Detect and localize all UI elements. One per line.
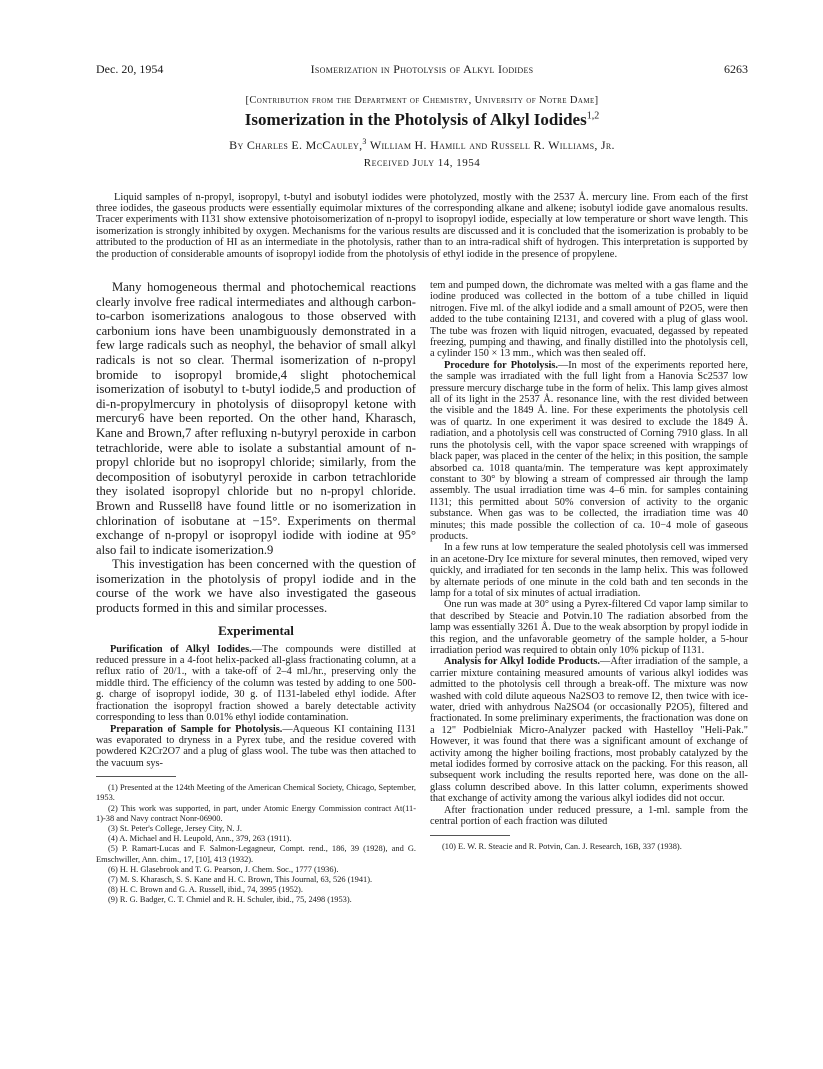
- article-title: [96, 110, 748, 130]
- footnote: (3) St. Peter's College, Jersey City, N. J.: [108, 823, 243, 833]
- author-footnote-marker: 3: [362, 137, 367, 146]
- contribution-line: [Contribution from the Department of Chemistry, University of Notre Dame]: [245, 95, 599, 106]
- footnote: (9) R. G. Badger, C. T. Chmiel and R. H. Schuler, ibid., 75, 2498 (1953).: [108, 895, 352, 905]
- analysis-text: —After irradiation of the sample, a carrier mixture containing measured amounts of various alkyl iodides was admitted to the photolysis cell through a break-off. The mixture was now washed with cold dilute aqueous Na2SO3 to remove I2, then twice with ice-water, dried with anhydrous Na2SO4 (or occasionally P2O5), filtered and fractionated. In some preliminary experiments, the fractionation was done on a 12" Podbielniak Micro-Analyzer packed with Hastelloy "Heli-Pak." However, it was found that there was a significant amount of exchange of activity among the higher boiling fractions, most probably catalyzed by the metal iodides formed by corrosive attack on the packing. For this reason, all subsequent work including the results reported here, was done on the all-glass column described above. In this latter column, experiments showed that exchange of activity among the various alkyl iodides did not occur.: [430, 656, 748, 805]
- title-footnote-marker: 1,2: [586, 110, 600, 122]
- procedure-paragraph: [430, 360, 748, 543]
- footnote: (10) E. W. R. Steacie and R. Potvin, Can. J. Research, 16B, 337 (1938).: [442, 841, 682, 851]
- cd-lamp-paragraph: One run was made at 30° using a Pyrex-filtered Cd vapor lamp similar to that described by Steacie and Potvin.10 The radiation absorbed from the lamp was essentially 3261 Å. Due to the weak absorption by propyl iodide in this region, and the unfavorable geometry of the sample holder, a 5-hour irradiation period was required to obtain only 10% pickup of I131.: [430, 599, 749, 656]
- footnotes: [96, 783, 416, 905]
- page-number: 6263: [724, 62, 748, 76]
- intro-paragraph: Many homogeneous thermal and photochemical reactions clearly involve free radical intermediates and although carbon-to-carbon isomerizations analogous to those observed with carbonium ions have been unambiguously demonstrated in a few large radicals such as neophyl, the behavior of small alkyl radicals is not so clear. Thermal isomerization of n-propyl bromide to isopropyl bromide,4 slight photochemical isomerization of isobutyl to t-butyl iodide,5 and production of di-n-propylmercury in photolysis of diisopropyl ketone with mercury6 have been reported. On the other hand, Kharasch, Kane and Brown,7 after refluxing n-butyryl peroxide in carbon tetrachloride, were able to isolate a substantial amount of n-propyl chloride but no isopropyl chloride; similarly, from the decomposition of isobutyryl peroxide in carbon tetrachloride they isolated isopropyl chloride but no n-propyl chloride. Brown and Russell8 have found little or no isomerization in chlorination of isobutane at −15°. Experiments on thermal exchange of n-propyl or isopropyl iodide with iodine at 95° also fail to indicate isomerization.9: [96, 280, 416, 557]
- footnotes: [430, 842, 748, 852]
- left-column: [96, 280, 416, 906]
- footnote-divider: [430, 835, 510, 836]
- section-heading: Experimental: [218, 622, 294, 638]
- purification-text: —The compounds were distilled at reduced pressure in a 4-foot helix-packed all-glass fractionating column, at a reflux ratio of 20/1., with a take-off of 2–4 ml./hr., preserving only the middle third. The efficiency of the column was tested by adding to one 500-g. charge of isopropyl iodide, 30 g. of I131-labeled ethyl iodide. After fractionation the isopropyl fraction showed a barely detectable activity corresponding to less than 0.01% ethyl iodide contamination.: [96, 643, 416, 724]
- purification-heading: Purification of Alkyl Iodides.: [110, 643, 252, 655]
- received-date: Received July 14, 1954: [363, 157, 481, 169]
- analysis-paragraph: [430, 656, 748, 804]
- abstract: Liquid samples of n-propyl, isopropyl, t-butyl and isobutyl iodides were photolyzed, mostly with the 2537 Å. mercury line. From each of the first three iodides, the gaseous products were essentially equimolar mixtures of the corresponding alkane and alkene; isobutyl iodide gave anomalous results. Tracer experiments with I131 show extensive photoisomerization of n-propyl to isopropyl iodide, especially at low temperature or short wave length. This isomerization is strongly inhibited by oxygen. Mechanisms for the various results are discussed and it is concluded that the isomerization is probably to be attributed to the production of HI as an intermediate in the photolysis, rather than to an intra-radical shift of hydrogen. This interpretation is supported by the production of considerable amounts of isopropyl iodide from the photolysis of ethyl iodide in the presence of propylene.: [96, 191, 748, 260]
- authors-rest: William H. Hamill and Russell R. Williams, Jr.: [366, 138, 615, 152]
- footnote: (5) P. Ramart-Lucas and F. Salmon-Legagneur, Compt. rend., 186, 39 (1928), and G. Emschwiller, Ann. chim., 17, [10], 413 (1932).: [96, 844, 416, 864]
- footnote: (1) Presented at the 124th Meeting of the American Chemical Society, Chicago, September, 1953.: [96, 783, 416, 803]
- footnote: (7) M. S. Kharasch, S. S. Kane and H. C. Brown, This Journal, 63, 526 (1941).: [108, 874, 373, 884]
- footnote: (2) This work was supported, in part, under Atomic Energy Commission contract At(11-1)-38 and Navy contract Nonr-06900.: [96, 803, 416, 823]
- author-line: [96, 138, 748, 153]
- analysis-heading: Analysis for Alkyl Iodide Products.: [444, 656, 601, 668]
- preparation-heading: Preparation of Sample for Photolysis.: [110, 723, 283, 735]
- footnote-divider: [96, 776, 176, 777]
- running-head: [96, 62, 748, 78]
- procedure-text: —In most of the experiments reported here, the sample was irradiated with the full light from a Hanovia Sc2537 low pressure mercury discharge tube in the form of helix. This lamp gives almost all of its light in the 2537 Å. resonance line, with the rest divided between the visible and the 1849 Å. line. For these experiments the photolysis cell was of quartz. In one experiment it was desired to exclude the 1849 Å. radiation, and a photolysis cell was constructed of Corning 7910 glass. In all runs the photolysis cell, with the vapor space screened with wrappings of black paper, was placed in the center of the helix; in this position, the sample absorbed ca. 1018 quanta/min. The temperature was kept approximately constant to 30° by blowing a stream of compressed air through the lamp assembly. The usual irradiation time was 4–6 min. for samples containing I131; this permitted about 50% conversion of activity to the organic substance. When gas was to be collected, the irradiation time was 40 minutes; this made possible the collection of ca. 10−4 mole of gaseous products.: [430, 359, 748, 542]
- footnote: (6) H. H. Glasebrook and T. G. Pearson, J. Chem. Soc., 1777 (1936).: [108, 864, 339, 874]
- preparation-paragraph: [96, 724, 416, 770]
- low-temp-paragraph: In a few runs at low temperature the sealed photolysis cell was immersed in an acetone-Dry Ice mixture for several minutes, then removed, wiped very quickly, and irradiated for ten seconds in the lamp helix. This was followed by alternate periods of one minute in the cold bath and ten seconds in the lamp for a total of six minutes of actual irradiation.: [430, 542, 748, 599]
- running-title: Isomerization in Photolysis of Alkyl Iodides: [310, 62, 534, 76]
- procedure-heading: Procedure for Photolysis.: [444, 359, 558, 371]
- right-column: [430, 280, 748, 852]
- intro-paragraph-2: This investigation has been concerned with the question of isomerization in the photolysis of propyl iodide and in the course of the work we have also investigated the gaseous products formed in this and similar processes.: [96, 557, 416, 616]
- purification-paragraph: [96, 644, 416, 724]
- fractionation-paragraph: After fractionation under reduced pressure, a 1-ml. sample from the central portion of each fraction was diluted: [430, 804, 748, 828]
- authors-first: By Charles E. McCauley,: [229, 138, 363, 152]
- title-text: Isomerization in the Photolysis of Alkyl Iodides: [244, 110, 587, 129]
- preparation-text: —Aqueous KI containing I131 was evaporated to dryness in a Pyrex tube, and the residue covered with powdered K2Cr2O7 and a plug of glass wool. The tube was then attached to the vacuum sys-: [96, 723, 416, 769]
- issue-date: Dec. 20, 1954: [96, 62, 164, 76]
- footnote: (8) H. C. Brown and G. A. Russell, ibid., 74, 3995 (1952).: [108, 885, 303, 895]
- continued-paragraph: tem and pumped down, the dichromate was melted with a gas flame and the iodine produced was collected in the bottom of a tube chilled in liquid nitrogen. Five ml. of the alkyl iodide and a small amount of P2O5, were then added to the tube containing I2131, and covered with a plug of glass wool. The tube was frozen with liquid nitrogen, evacuated, degassed by repeated freezing, pumping and thawing, and finally distilled into the photolysis cell, a cylinder 150 × 13 mm., which was then sealed off.: [430, 280, 748, 360]
- footnote: (4) A. Michael and H. Leupold, Ann., 379, 263 (1911).: [108, 834, 292, 844]
